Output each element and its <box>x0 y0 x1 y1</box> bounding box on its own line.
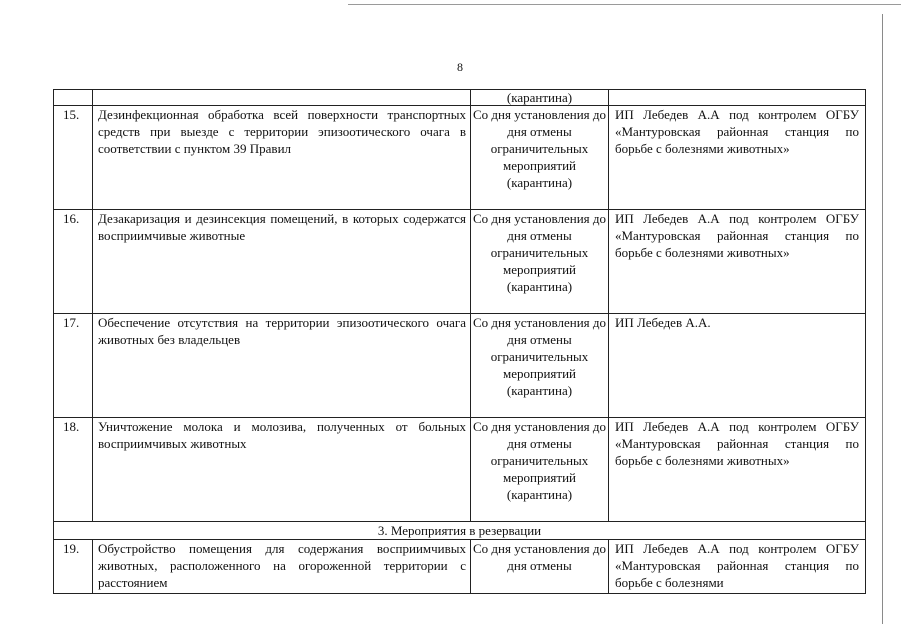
cont-resp-cell <box>609 90 866 106</box>
row-number: 17. <box>54 314 93 418</box>
top-border-line <box>348 4 901 5</box>
continuation-row <box>54 90 866 106</box>
section-heading: 3. Мероприятия в резервации <box>54 522 866 540</box>
table-row <box>54 418 866 522</box>
row-description: Обеспечение отсутствия на территории эпизоотического очага животных без владельцев <box>93 314 471 418</box>
row-responsible: ИП Лебедев А.А под контролем ОГБУ «Мантуровская районная станция по борьбе с болезнями животных» <box>609 418 866 522</box>
page-number: 8 <box>457 60 463 74</box>
cont-desc-cell <box>93 90 471 106</box>
table-row <box>54 210 866 314</box>
row-number: 16. <box>54 210 93 314</box>
table-row <box>54 106 866 210</box>
row-number: 18. <box>54 418 93 522</box>
table-row <box>54 314 866 418</box>
row-number: 15. <box>54 106 93 210</box>
row-term: Со дня установления до дня отмены ограничительных мероприятий (карантина) <box>471 418 609 522</box>
row-term: Со дня установления до дня отмены ограничительных мероприятий (карантина) <box>471 210 609 314</box>
page-right-edge-line <box>882 14 883 624</box>
table-row <box>54 540 866 594</box>
row-description: Уничтожение молока и молозива, полученных от больных восприимчивых животных <box>93 418 471 522</box>
measures-table <box>53 89 866 594</box>
row-term: Со дня установления до дня отмены <box>471 540 609 594</box>
section-heading-row <box>54 522 866 540</box>
row-description: Обустройство помещения для содержания восприимчивых животных, расположенного на огороженной территории с расстоянием <box>93 540 471 594</box>
row-number: 19. <box>54 540 93 594</box>
row-responsible: ИП Лебедев А.А под контролем ОГБУ «Мантуровская районная станция по борьбе с болезнями <box>609 540 866 594</box>
row-responsible: ИП Лебедев А.А. <box>609 314 866 418</box>
row-responsible: ИП Лебедев А.А под контролем ОГБУ «Мантуровская районная станция по борьбе с болезнями животных» <box>609 210 866 314</box>
row-description: Дезакаризация и дезинсекция помещений, в которых содержатся восприимчивые животные <box>93 210 471 314</box>
row-description: Дезинфекционная обработка всей поверхности транспортных средств при выезде с территории эпизоотического очага в соответствии с пунктом 39 Правил <box>93 106 471 210</box>
row-responsible: ИП Лебедев А.А под контролем ОГБУ «Мантуровская районная станция по борьбе с болезнями животных» <box>609 106 866 210</box>
row-term: Со дня установления до дня отмены ограничительных мероприятий (карантина) <box>471 314 609 418</box>
cont-num-cell <box>54 90 93 106</box>
cont-term-cell: (карантина) <box>471 90 609 106</box>
row-term: Со дня установления до дня отмены ограничительных мероприятий (карантина) <box>471 106 609 210</box>
